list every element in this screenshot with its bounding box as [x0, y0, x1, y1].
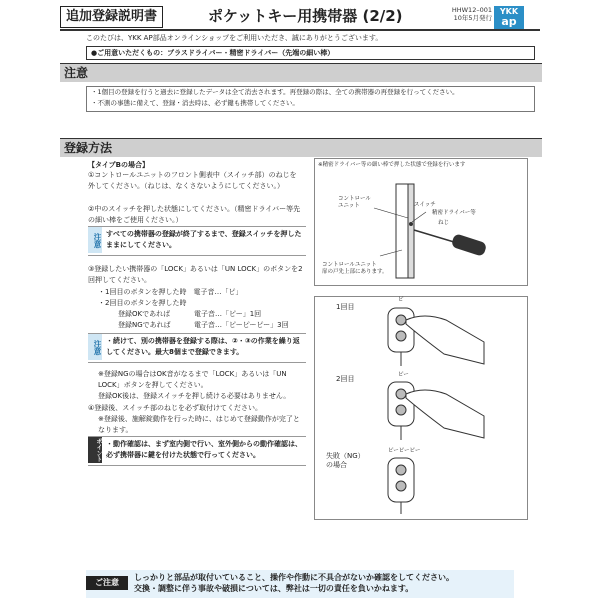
- ng-label: 登録NGであれば: [118, 321, 171, 329]
- driver-handle: [451, 233, 488, 257]
- door-edge: [396, 184, 408, 278]
- caution-tag-1: 注意: [88, 227, 102, 253]
- tools-box: ●ご用意いただくもの：プラスドライバー・精密ドライバー（先端の細い棒）: [86, 46, 535, 60]
- fob-button-lock-3: [396, 465, 406, 475]
- ykk-ap-logo: [494, 6, 524, 29]
- footer-line-1: しっかりと部品が取付いていること、操作や作動に不具合がないか確認をしてください。: [134, 573, 454, 582]
- type-b-label: 【タイプBの場合】: [88, 161, 149, 169]
- ng-note: ※登録NGの場合はOK音がなるまで「LOCK」あるいは「UN LOCK」ボタンを押してください。: [98, 370, 287, 389]
- method-section-header: [60, 138, 542, 157]
- document-type-tag: 追加登録説明書: [60, 6, 163, 28]
- doc-code: HHW12–001: [451, 6, 492, 14]
- point-tag: ポイント: [88, 437, 102, 463]
- notice-item-1: ・1個目の登録を行うと過去に登録したデータは全て消去されます。再登録の際は、全ての携帯器の再登録を行ってください。: [91, 88, 459, 96]
- notice-box: [86, 86, 535, 112]
- fob-button-unlock-3: [396, 481, 406, 491]
- step-1: ①コントロールユニットのフロント側表中（スイッチ部）のねじを外してください。（ねじは、なくさないようにしてください。）: [88, 171, 297, 190]
- footer-text: [134, 572, 514, 594]
- press-2-label: 2回目: [336, 375, 355, 383]
- footer-line-2: 交換・調整に伴う事故や破損については、弊社は一切の責任を負いかねます。: [134, 584, 414, 593]
- hand-1: [406, 316, 484, 364]
- press-1-label: 1回目: [336, 303, 355, 311]
- logo-bottom: ap: [501, 15, 517, 28]
- label-control-unit: コントロール ユニット: [338, 196, 371, 209]
- notice-section-header: [60, 63, 542, 82]
- fob-button-unlock-1: [396, 331, 406, 341]
- step-4-note: ※登録後、施解錠動作を行った時に、はじめて登録動作が完了となります。: [98, 415, 300, 434]
- notice-item-2: ・不測の事態に備えて、登録・消去時は、必ず鍵も携帯してください。: [91, 99, 299, 107]
- press-1-sound: ピ: [398, 297, 404, 303]
- fob-drawing-2: [384, 380, 494, 442]
- hand-2: [406, 390, 484, 438]
- caution-text-1: すべての携帯器の登録が終了するまで、登録スイッチを押したままにしてください。: [106, 230, 302, 249]
- press-2-sound: ピー: [398, 372, 409, 378]
- point-text: ・動作確認は、まず室内側で行い、室外側からの動作確認は、必ず携帯器に鍵を付けた状態で行ってください。: [106, 440, 302, 459]
- caution-tag-2: 注意: [88, 334, 102, 360]
- method-title: 登録方法: [64, 141, 113, 155]
- control-unit-body: [408, 184, 414, 278]
- page-title: ポケットキー用携帯器 (2/2): [208, 7, 403, 25]
- footer-caution-tag: ご注意: [86, 576, 128, 590]
- fob-drawing-1: [384, 306, 494, 368]
- doc-info: [442, 6, 492, 22]
- label-switch: スイッチ: [414, 202, 436, 208]
- fail-sound: ピーピーピー: [388, 448, 421, 454]
- ok-note: 登録OK後は、登録スイッチを押し続ける必要はありません。: [98, 392, 291, 400]
- issue-date: 10年5月発行: [453, 14, 492, 22]
- figure-1-caption: ※精密ドライバー等の細い棒で押した状態で登録を行います: [318, 162, 466, 168]
- label-unit-location: コントロールユニット 扉の戸先上部にあります。: [322, 262, 388, 275]
- step-2: ②中のスイッチを押した状態にしてください。（精密ドライバー等先の細い棒をご使用ください。）: [88, 205, 301, 224]
- label-screw: ねじ: [438, 220, 450, 226]
- ng-sound: 電子音…「ピーピーピー」3回: [194, 321, 289, 329]
- ok-sound: 電子音…「ピー」1回: [194, 310, 262, 318]
- fob-button-unlock-2: [396, 405, 406, 415]
- label-driver: 精密ドライバー等: [432, 210, 476, 216]
- ok-label: 登録OKであれば: [118, 310, 171, 318]
- step-3-sub-2: ・2回目のボタンを押した時: [98, 299, 187, 307]
- fob-drawing-3: [384, 456, 424, 516]
- fob-button-lock-2: [396, 389, 406, 399]
- logo-top: YKK: [499, 7, 519, 16]
- fob-button-lock-1: [396, 315, 406, 325]
- intro-text: このたびは、YKK AP部品オンラインショップをご利用いただき、誠にありがとうございます。: [86, 34, 383, 42]
- step-3-sub-1: ・1回目のボタンを押した時 電子音…「ピ」: [98, 288, 243, 296]
- switch-hole: [409, 222, 413, 226]
- fail-label: 失敗（NG） の場合: [326, 452, 365, 469]
- caution-text-2: ・続けて、別の携帯器を登録する際は、②・③の作業を繰り返してください。最大8個まで登録できます。: [106, 337, 300, 356]
- header-rule: [60, 29, 540, 31]
- notice-title: 注意: [64, 66, 89, 80]
- driver-shaft: [414, 230, 454, 242]
- step-4: ④登録後、スイッチ部のねじを必ず取付けてください。: [88, 404, 262, 412]
- step-3: ③登録したい携帯器の「LOCK」あるいは「UN LOCK」のボタンを2回押してください。: [88, 265, 303, 284]
